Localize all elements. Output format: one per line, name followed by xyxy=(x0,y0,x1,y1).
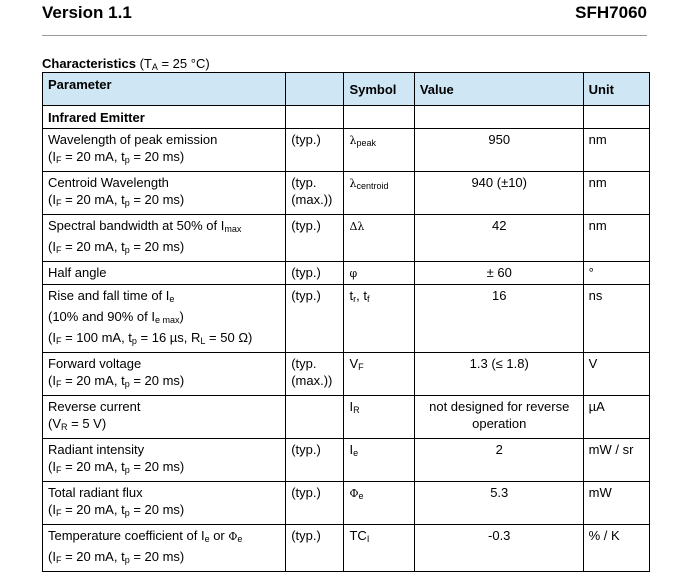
condition-cell: (typ.) xyxy=(286,439,344,482)
parameter-cell: Radiant intensity ($I_F = 20$ mA, $t_p = 20$ ms) xyxy=(43,439,286,482)
unit-cell: mW xyxy=(583,482,649,525)
value-cell: 2 xyxy=(414,439,583,482)
symbol-cell: φ xyxy=(344,262,414,285)
table-row xyxy=(43,262,650,285)
unit-cell: mW / sr xyxy=(583,439,649,482)
table-row xyxy=(43,396,650,439)
condition-cell xyxy=(286,396,344,439)
parameter-cell: Spectral bandwidth at 50% of $I_{max}$ ($I_F = 20$ mA, $t_p = 20$ ms) xyxy=(43,215,286,262)
symbol-cell: $t_r$, $t_f$ xyxy=(344,285,414,353)
symbol-cell: $V_F$ xyxy=(344,353,414,396)
symbol-cell: $\lambda_{centroid}$ xyxy=(344,172,414,215)
symbol-cell: $\lambda_{peak}$ xyxy=(344,129,414,172)
condition-cell: (typ.) xyxy=(286,482,344,525)
table-row xyxy=(43,439,650,482)
value-cell: 16 xyxy=(414,285,583,353)
table-header-row xyxy=(43,73,650,106)
condition-cell: (typ.) xyxy=(286,129,344,172)
part-number: SFH7060 xyxy=(575,3,647,22)
caption-title: Characteristics xyxy=(42,56,136,71)
table-row xyxy=(43,353,650,396)
unit-cell: % / K xyxy=(583,525,649,572)
parameter-cell: Reverse current ($V_R = 5$ V) xyxy=(43,396,286,439)
section-row xyxy=(43,106,650,129)
condition-cell: (typ.) xyxy=(286,262,344,285)
value-cell: 1.3 (≤ 1.8) xyxy=(414,353,583,396)
condition-cell: (typ.) xyxy=(286,525,344,572)
unit-cell: nm xyxy=(583,215,649,262)
table-row xyxy=(43,285,650,353)
section-title: Infrared Emitter xyxy=(43,106,286,129)
unit-cell: ° xyxy=(583,262,649,285)
caption-condition: (T xyxy=(135,56,152,71)
col-header-unit: Unit xyxy=(583,73,649,106)
caption-condition-rest: = 25 °C) xyxy=(157,56,210,71)
condition-cell: (typ.) xyxy=(286,285,344,353)
symbol-cell: $I_e$ xyxy=(344,439,414,482)
value-cell: 940 (±10) xyxy=(414,172,583,215)
parameter-cell: Forward voltage ($I_F = 20$ mA, $t_p = 20$ ms) xyxy=(43,353,286,396)
condition-cell: (typ. (max.)) xyxy=(286,353,344,396)
condition-cell: (typ.) xyxy=(286,215,344,262)
value-cell: ± 60 xyxy=(414,262,583,285)
parameter-cell: Total radiant flux ($I_F = 20$ mA, $t_p = 20$ ms) xyxy=(43,482,286,525)
unit-cell: nm xyxy=(583,172,649,215)
parameter-cell: Rise and fall time of $I_e$ (10% and 90% of $I_{e max}$) ($I_F = 100$ mA, $t_p = 16$ µs, $R_L = 50$ Ω) xyxy=(43,285,286,353)
symbol-cell: $\Phi_e$ xyxy=(344,482,414,525)
symbol-cell: $TC_I$ xyxy=(344,525,414,572)
table-caption xyxy=(42,56,210,72)
caption-condition-sub: A xyxy=(151,62,158,72)
condition-cell: (typ. (max.)) xyxy=(286,172,344,215)
unit-cell: ns xyxy=(583,285,649,353)
value-cell: 950 xyxy=(414,129,583,172)
characteristics-table xyxy=(42,72,650,572)
col-header-symbol: Symbol xyxy=(344,73,414,106)
col-header-condition xyxy=(286,73,344,106)
value-cell: 5.3 xyxy=(414,482,583,525)
col-header-value: Value xyxy=(414,73,583,106)
symbol-cell: $I_R$ xyxy=(344,396,414,439)
symbol-cell: Δλ xyxy=(344,215,414,262)
parameter-cell: Wavelength of peak emission ($I_F = 20$ mA, $t_p = 20$ ms) xyxy=(43,129,286,172)
value-cell: -0.3 xyxy=(414,525,583,572)
value-cell: not designed for reverse operation xyxy=(414,396,583,439)
header-rule xyxy=(42,35,647,36)
parameter-cell: Centroid Wavelength ($I_F = 20$ mA, $t_p = 20$ ms) xyxy=(43,172,286,215)
table-row xyxy=(43,482,650,525)
table-row xyxy=(43,129,650,172)
unit-cell: µA xyxy=(583,396,649,439)
parameter-cell: Half angle xyxy=(43,262,286,285)
value-cell: 42 xyxy=(414,215,583,262)
document-version: Version 1.1 xyxy=(42,3,132,22)
table-row xyxy=(43,172,650,215)
col-header-parameter: Parameter xyxy=(43,73,286,106)
unit-cell: V xyxy=(583,353,649,396)
parameter-cell: Temperature coefficient of $I_e$ or $\Phi_e$ ($I_F = 20$ mA, $t_p = 20$ ms) xyxy=(43,525,286,572)
table-row xyxy=(43,525,650,572)
unit-cell: nm xyxy=(583,129,649,172)
table-row xyxy=(43,215,650,262)
